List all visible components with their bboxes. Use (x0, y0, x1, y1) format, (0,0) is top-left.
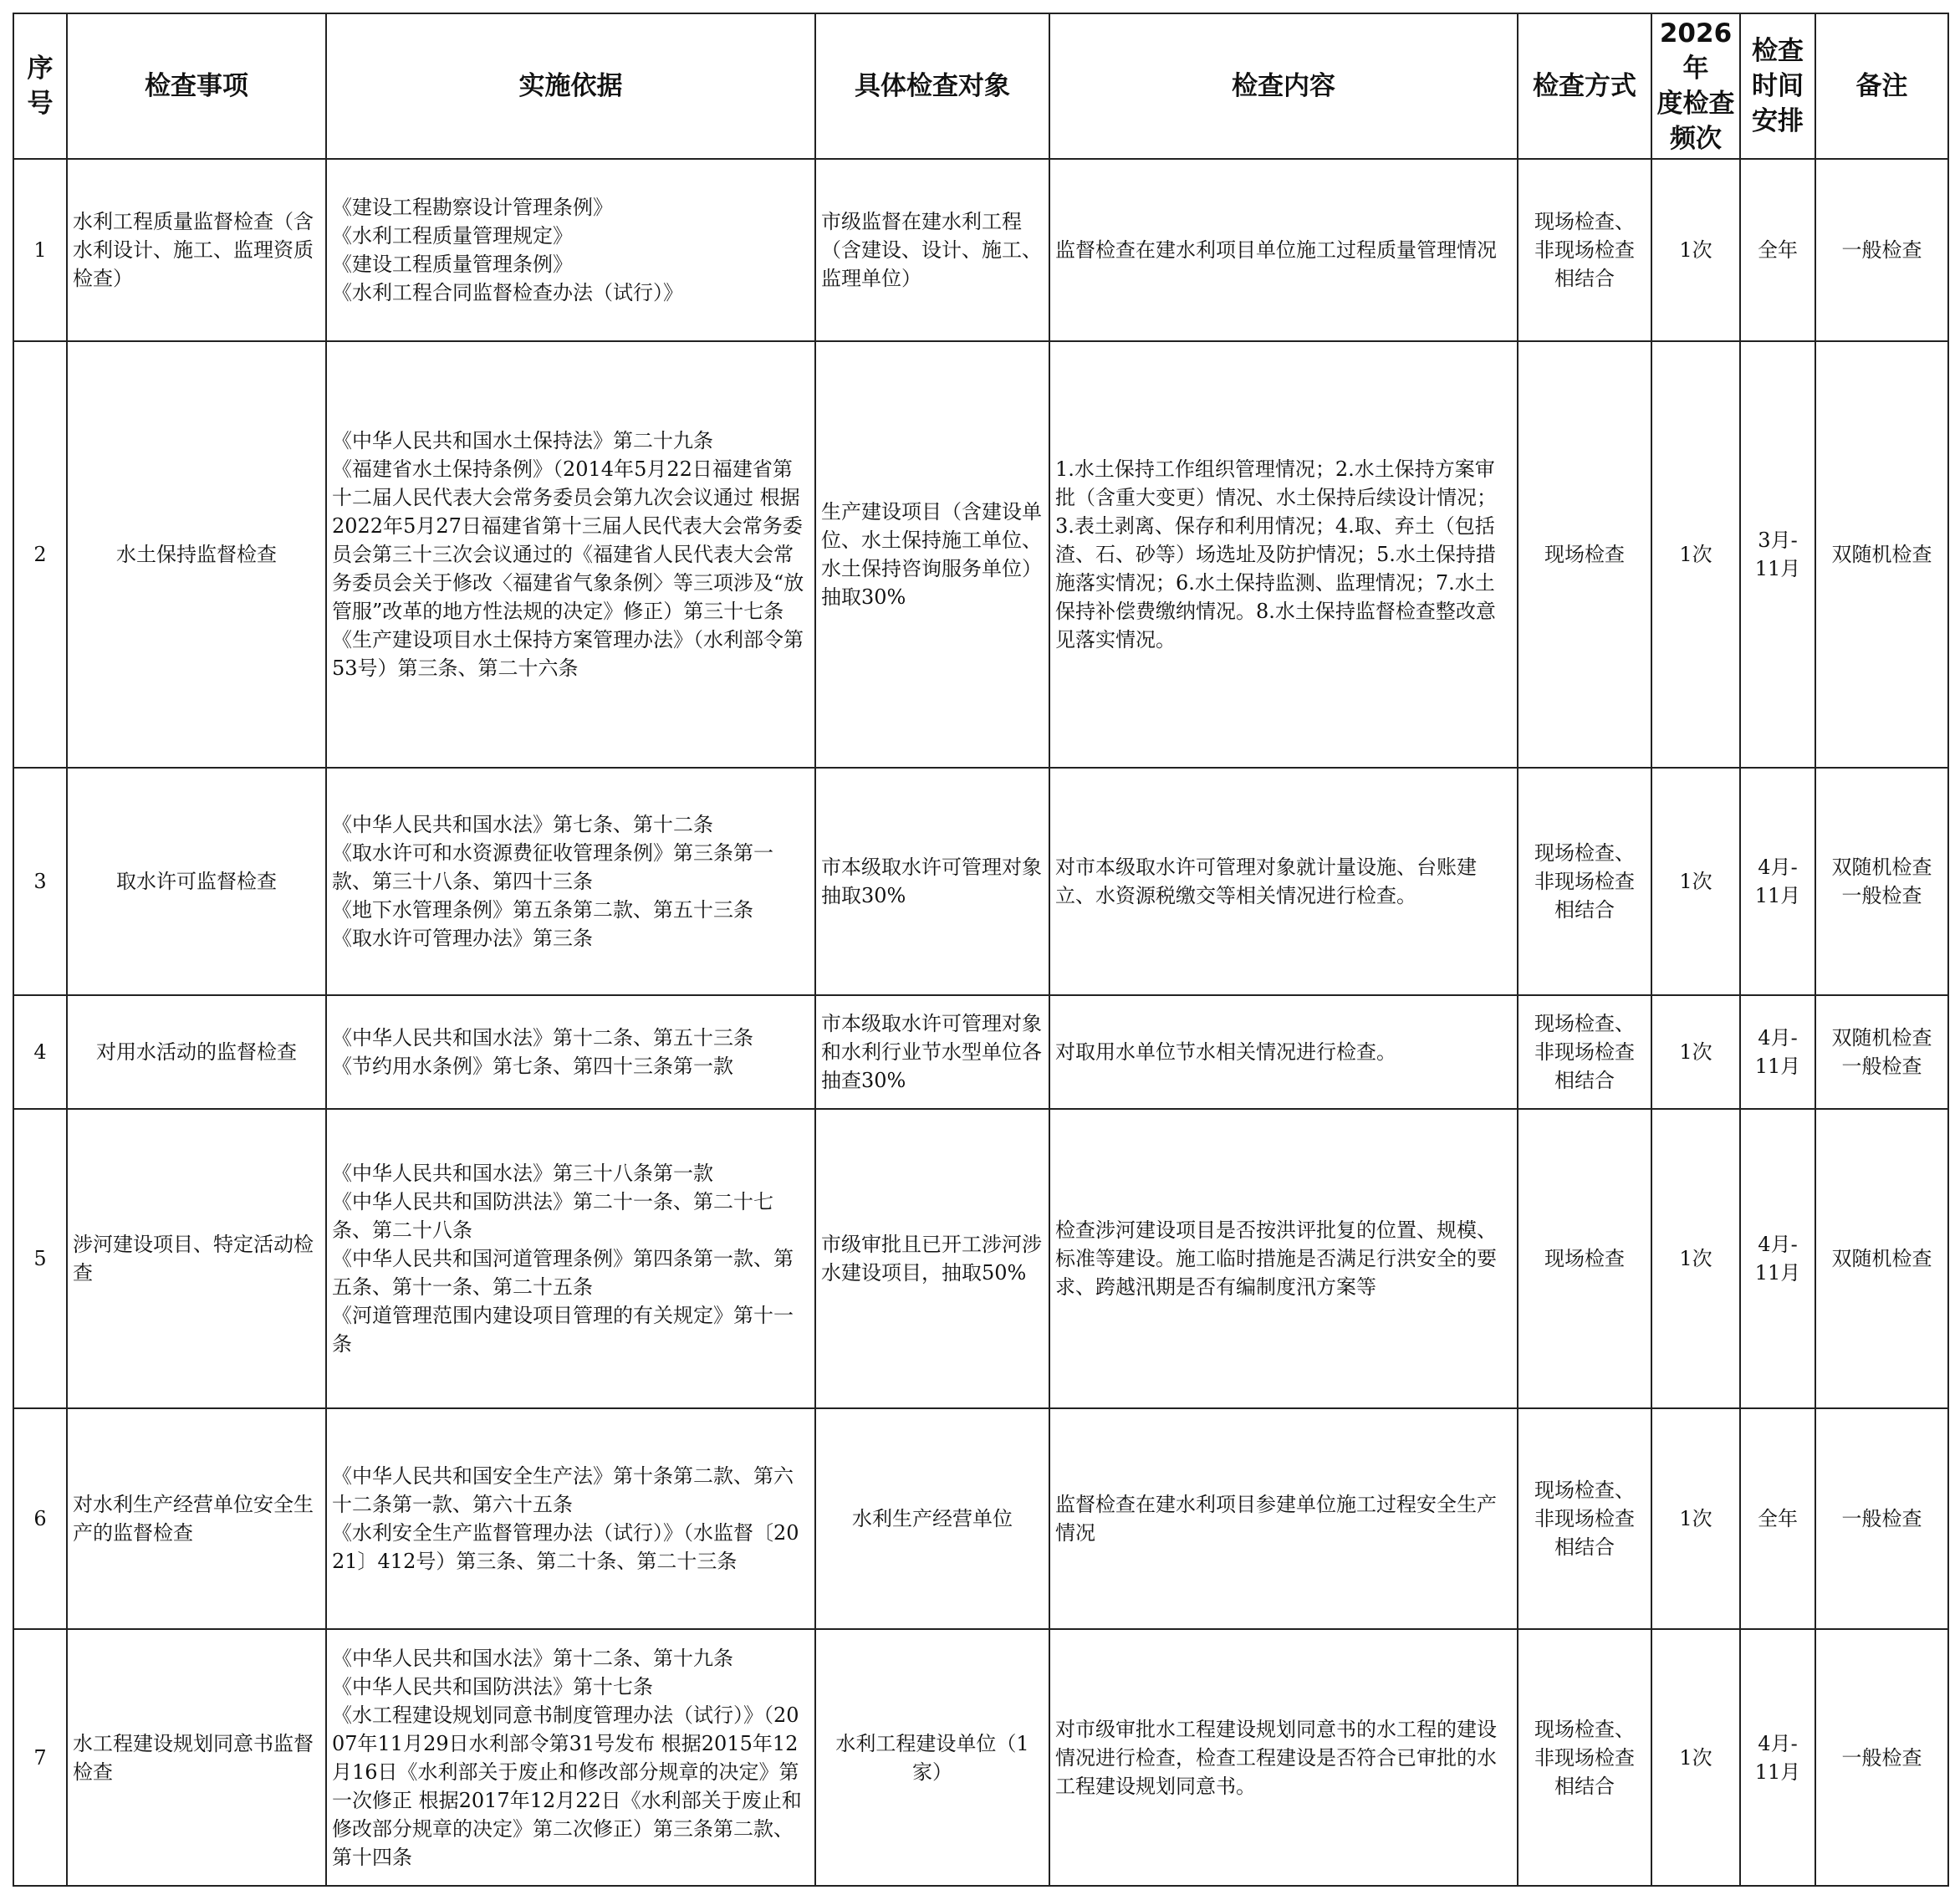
method-line: 非现场检查 (1534, 1040, 1635, 1064)
basis-line: 《节约用水条例》第七条、第四十三条第一款 (332, 1055, 733, 1078)
cell-serial: 6 (13, 1408, 67, 1629)
method-line: 现场检查、 (1534, 1012, 1635, 1035)
cell-frequency: 1次 (1651, 341, 1740, 768)
time-line: 4月- (1758, 1731, 1798, 1755)
table-row (13, 1408, 1948, 1629)
method-line: 现场检查、 (1534, 1479, 1635, 1502)
header-remark (1815, 13, 1948, 159)
cell-serial: 4 (13, 995, 67, 1109)
basis-line: 《中华人民共和国水法》第十二条、第五十三条 (332, 1026, 753, 1050)
remark-line: 双随机检查 (1831, 856, 1932, 879)
cell-item: 取水许可监督检查 (67, 768, 326, 995)
method-line: 非现场检查 (1534, 238, 1635, 262)
basis-line: 《取水许可和水资源费征收管理条例》第三条第一款、第三十八条、第四十三条 (332, 841, 773, 893)
cell-remark (1815, 159, 1948, 341)
method-line: 相结合 (1554, 1535, 1615, 1559)
cell-method (1518, 341, 1651, 768)
remark-line: 一般检查 (1841, 884, 1922, 907)
basis-line: 《中华人民共和国防洪法》第二十一条、第二十七条、第二十八条 (332, 1190, 773, 1242)
header-target (815, 13, 1049, 159)
remark-line: 一般检查 (1841, 1055, 1922, 1078)
cell-remark (1815, 1408, 1948, 1629)
table-row (13, 1109, 1948, 1408)
cell-target: 水利生产经营单位 (815, 1408, 1049, 1629)
cell-method (1518, 1408, 1651, 1629)
inspection-table (13, 13, 1949, 1887)
table-row (13, 1629, 1948, 1886)
cell-time (1740, 159, 1815, 341)
method-line: 现场检查、 (1534, 841, 1635, 865)
cell-target: 市级监督在建水利工程（含建设、设计、施工、监理单位） (815, 159, 1049, 341)
cell-target: 市级审批且已开工涉河涉水建设项目，抽取50% (815, 1109, 1049, 1408)
cell-item: 涉河建设项目、特定活动检查 (67, 1109, 326, 1408)
basis-line: 《建设工程勘察设计管理条例》 (332, 196, 613, 219)
cell-method (1518, 995, 1651, 1109)
remark-line: 一般检查 (1841, 238, 1922, 262)
header-serial (13, 13, 67, 159)
cell-time (1740, 1408, 1815, 1629)
cell-content: 监督检查在建水利项目参建单位施工过程安全生产情况 (1049, 1408, 1518, 1629)
basis-line: 《中华人民共和国水法》第三十八条第一款 (332, 1162, 713, 1185)
cell-basis (326, 1629, 815, 1886)
time-line: 4月- (1758, 1233, 1798, 1256)
cell-frequency: 1次 (1651, 1629, 1740, 1886)
basis-line: 《中华人民共和国河道管理条例》第四条第一款、第五条、第十一条、第二十五条 (332, 1247, 794, 1299)
cell-remark (1815, 1629, 1948, 1886)
table-row (13, 995, 1948, 1109)
cell-time (1740, 995, 1815, 1109)
cell-time (1740, 1629, 1815, 1886)
basis-line: 《中华人民共和国安全生产法》第十条第二款、第六十二条第一款、第六十五条 (332, 1464, 794, 1516)
header-frequency-line: 2026年 (1659, 18, 1733, 84)
cell-content: 对市级审批水工程建设规划同意书的水工程的建设情况进行检查，检查工程建设是否符合已审批的水工程建设规划同意书。 (1049, 1629, 1518, 1886)
method-line: 非现场检查 (1534, 1745, 1635, 1770)
method-line: 相结合 (1554, 267, 1615, 290)
method-line: 现场检查 (1544, 1247, 1625, 1270)
header-serial-line: 号 (27, 89, 54, 119)
cell-item: 水利工程质量监督检查（含水利设计、施工、监理资质检查） (67, 159, 326, 341)
header-frequency-line: 频次 (1670, 124, 1722, 154)
basis-line: 《水利工程合同监督检查办法（试行）》 (332, 281, 683, 304)
basis-line: 《中华人民共和国水土保持法》第二十九条 (332, 429, 713, 452)
header-content (1049, 13, 1518, 159)
header-method (1518, 13, 1651, 159)
header-time (1740, 13, 1815, 159)
basis-line: 《河道管理范围内建设项目管理的有关规定》第十一条 (332, 1304, 794, 1356)
cell-remark (1815, 768, 1948, 995)
cell-content: 1.水土保持工作组织管理情况；2.水土保持方案审批（含重大变更）情况、水土保持后续设计情况；3.表土剥离、保存和利用情况；4.取、弃土（包括渣、石、砂等）场选址及防护情况；5.水土保持措施落实情况；6.水土保持监测、监理情况；7.水土保持补偿费缴纳情况。8.水土保持监督检查整改意见落实情况。 (1049, 341, 1518, 768)
cell-serial: 2 (13, 341, 67, 768)
time-line: 4月- (1758, 1026, 1798, 1050)
cell-frequency: 1次 (1651, 995, 1740, 1109)
header-time-line: 安排 (1752, 106, 1804, 136)
header-item-label: 检查事项 (145, 71, 248, 101)
table-row (13, 768, 1948, 995)
table-row (13, 341, 1948, 768)
cell-basis (326, 768, 815, 995)
cell-frequency: 1次 (1651, 1408, 1740, 1629)
cell-remark (1815, 995, 1948, 1109)
cell-frequency: 1次 (1651, 159, 1740, 341)
table-row (13, 159, 1948, 341)
time-line: 4月- (1758, 856, 1798, 879)
cell-target: 生产建设项目（含建设单位、水土保持施工单位、水土保持咨询服务单位）抽取30% (815, 341, 1049, 768)
header-frequency-line: 度检查 (1656, 89, 1735, 119)
header-basis-label: 实施依据 (518, 71, 623, 101)
method-line: 相结合 (1554, 898, 1615, 922)
remark-line: 双随机检查 (1831, 1026, 1932, 1050)
remark-line: 双随机检查 (1831, 543, 1932, 566)
basis-line: 《中华人民共和国水法》第十二条、第十九条 (332, 1646, 733, 1670)
table-header-row (13, 13, 1948, 159)
cell-item: 对用水活动的监督检查 (67, 995, 326, 1109)
cell-serial: 5 (13, 1109, 67, 1408)
header-basis (326, 13, 815, 159)
method-line: 相结合 (1554, 1774, 1615, 1798)
cell-frequency: 1次 (1651, 1109, 1740, 1408)
time-line: 11月 (1754, 1760, 1801, 1784)
remark-line: 双随机检查 (1831, 1247, 1932, 1270)
cell-frequency: 1次 (1651, 768, 1740, 995)
method-line: 现场检查、 (1534, 1717, 1635, 1741)
basis-line: 《水工程建设规划同意书制度管理办法（试行）》（2007年11月29日水利部令第31号发布 根据2015年12月16日《水利部关于废止和修改部分规章的决定》第一次修正 根据2017年12月22日《水利部关于废止和修改部分规章的决定》第二次修正）第三条第二款、第十四条 (332, 1703, 802, 1869)
header-remark-label: 备注 (1855, 71, 1908, 101)
cell-remark (1815, 1109, 1948, 1408)
method-line: 现场检查、 (1534, 210, 1635, 233)
basis-line: 《福建省水土保持条例》（2014年5月22日福建省第十二届人民代表大会常务委员会第九次会议通过 根据2022年5月27日福建省第十三届人民代表大会常务委员会第三十三次会议通过的《福建省人民代表大会常务委员会关于修改〈福建省气象条例〉等三项涉及“放管服”改革的地方性法规的决定》修正）第三十七条 (332, 457, 804, 623)
cell-content: 检查涉河建设项目是否按洪评批复的位置、规模、标准等建设。施工临时措施是否满足行洪安全的要求、跨越汛期是否有编制度汛方案等 (1049, 1109, 1518, 1408)
basis-line: 《取水许可管理办法》第三条 (332, 927, 593, 950)
header-frequency (1651, 13, 1740, 159)
basis-line: 《地下水管理条例》第五条第二款、第五十三条 (332, 898, 753, 922)
header-target-label: 具体检查对象 (855, 71, 1010, 101)
cell-target: 市本级取水许可管理对象和水利行业节水型单位各抽查30% (815, 995, 1049, 1109)
cell-content: 监督检查在建水利项目单位施工过程质量管理情况 (1049, 159, 1518, 341)
cell-time (1740, 341, 1815, 768)
remark-line: 一般检查 (1841, 1745, 1922, 1770)
cell-method (1518, 1629, 1651, 1886)
time-line: 全年 (1758, 238, 1798, 262)
header-method-label: 检查方式 (1533, 71, 1636, 101)
cell-basis (326, 341, 815, 768)
cell-basis (326, 1408, 815, 1629)
cell-serial: 3 (13, 768, 67, 995)
cell-time (1740, 768, 1815, 995)
basis-line: 《中华人民共和国防洪法》第十七条 (332, 1674, 653, 1698)
time-line: 3月- (1758, 529, 1798, 552)
basis-line: 《生产建设项目水土保持方案管理办法》（水利部令第53号）第三条、第二十六条 (332, 628, 804, 680)
method-line: 非现场检查 (1534, 1507, 1635, 1530)
remark-line: 一般检查 (1841, 1507, 1922, 1530)
header-item (67, 13, 326, 159)
basis-line: 《中华人民共和国水法》第七条、第十二条 (332, 813, 713, 836)
cell-method (1518, 159, 1651, 341)
time-line: 11月 (1754, 1261, 1801, 1285)
cell-time (1740, 1109, 1815, 1408)
cell-item: 水工程建设规划同意书监督检查 (67, 1629, 326, 1886)
basis-line: 《水利安全生产监督管理办法（试行）》（水监督〔2021〕412号）第三条、第二十条、第二十三条 (332, 1521, 799, 1573)
header-time-line: 检查 (1752, 36, 1804, 66)
cell-basis (326, 1109, 815, 1408)
cell-item: 水土保持监督检查 (67, 341, 326, 768)
header-serial-line: 序 (27, 54, 54, 84)
cell-remark (1815, 341, 1948, 768)
cell-target: 水利工程建设单位（1家） (815, 1629, 1049, 1886)
header-time-line: 时间 (1752, 71, 1804, 101)
method-line: 现场检查 (1544, 543, 1625, 566)
cell-serial: 1 (13, 159, 67, 341)
cell-method (1518, 1109, 1651, 1408)
header-content-label: 检查内容 (1232, 71, 1335, 101)
cell-content: 对取用水单位节水相关情况进行检查。 (1049, 995, 1518, 1109)
cell-serial: 7 (13, 1629, 67, 1886)
basis-line: 《建设工程质量管理条例》 (332, 253, 573, 276)
method-line: 非现场检查 (1534, 870, 1635, 893)
cell-method (1518, 768, 1651, 995)
basis-line: 《水利工程质量管理规定》 (332, 224, 573, 248)
cell-content: 对市本级取水许可管理对象就计量设施、台账建立、水资源税缴交等相关情况进行检查。 (1049, 768, 1518, 995)
time-line: 11月 (1754, 1055, 1801, 1078)
cell-target: 市本级取水许可管理对象抽取30% (815, 768, 1049, 995)
cell-item: 对水利生产经营单位安全生产的监督检查 (67, 1408, 326, 1629)
time-line: 11月 (1754, 557, 1801, 580)
method-line: 相结合 (1554, 1069, 1615, 1092)
time-line: 全年 (1758, 1507, 1798, 1530)
time-line: 11月 (1754, 884, 1801, 907)
cell-basis (326, 159, 815, 341)
cell-basis (326, 995, 815, 1109)
